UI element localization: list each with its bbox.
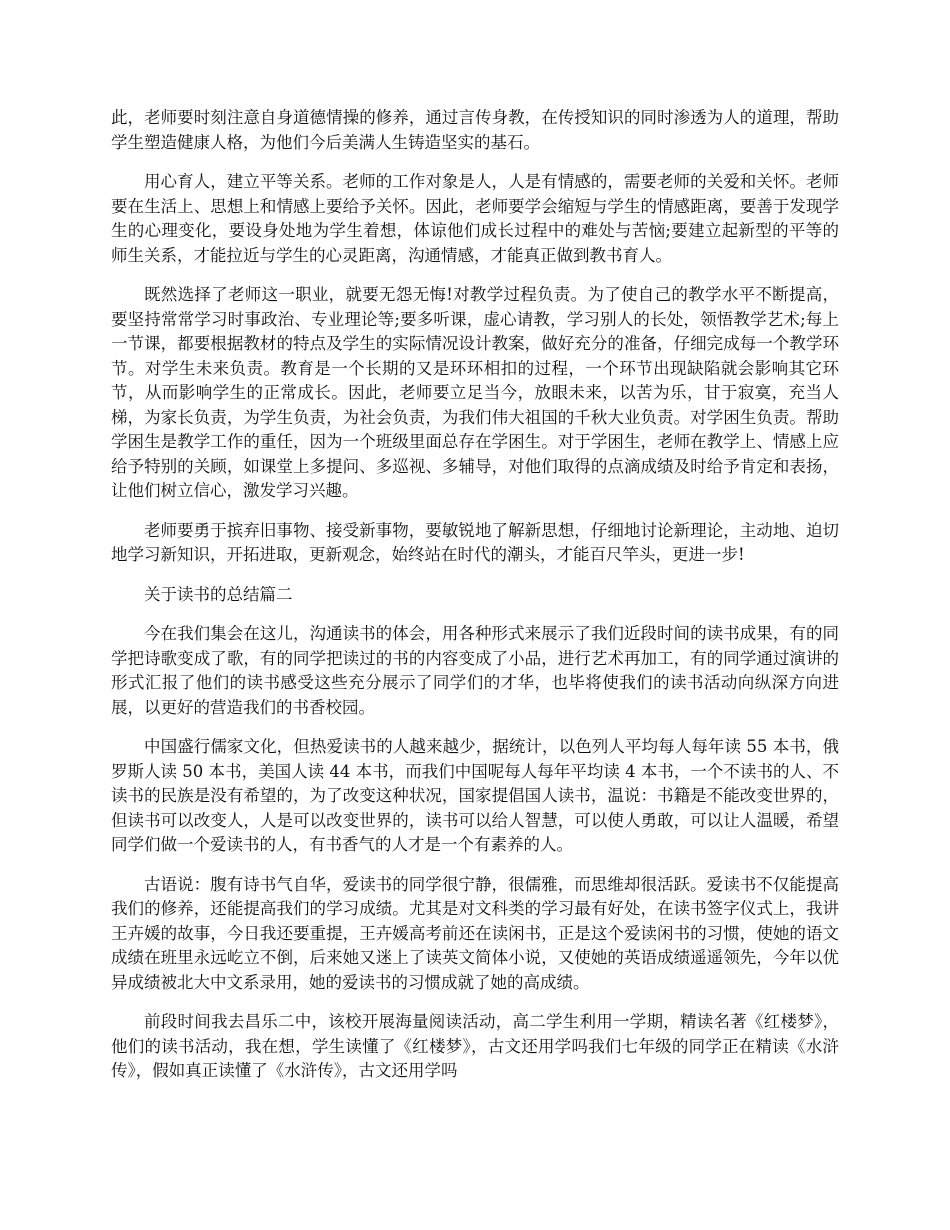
paragraph: 前段时间我去昌乐二中，该校开展海量阅读活动，高二学生利用一学期，精读名著《红楼梦》，他们的读书活动，我在想，学生读懂了《红楼梦》，古文还用学吗我们七年级的同学正在精读《水浒传》，假如真正读懂了《水浒传》，古文还用学吗 — [111, 1012, 839, 1080]
paragraph: 老师要勇于摈弃旧事物、接受新事物，要敏锐地了解新思想，仔细地讨论新理论，主动地、迫切地学习新知识，开拓进取，更新观念，始终站在时代的潮头，才能百尺竿头，更进一步! — [111, 520, 839, 564]
document-page — [111, 106, 839, 1099]
section-title: 关于读书的总结篇二 — [144, 584, 293, 604]
paragraph: 既然选择了老师这一职业，就要无怨无悔!对教学过程负责。为了使自己的教学水平不断提高，要坚持常常学习时事政治、专业理论等;要多听课，虚心请教，学习别人的长处，领悟教学艺术;每上一节课，都要根据教材的特点及学生的实际情况设计教案，做好充分的准备，仔细完成每一个教学环节。对学生未来负责。教育是一个长期的又是环环相扣的过程，一个环节出现缺陷就会影响其它环节，从而影响学生的正常成长。因此，老师要立足当今，放眼未来，以苦为乐，甘于寂寞，充当人梯，为家长负责，为学生负责，为社会负责，为我们伟大祖国的千秋大业负责。对学困生负责。帮助学困生是教学工作的重任，因为一个班级里面总存在学困生。对于学困生，老师在教学上、情感上应给予特别的关顾，如课堂上多提问、多巡视、多辅导，对他们取得的点滴成绩及时给予肯定和表扬，让他们树立信心，激发学习兴趣。 — [111, 285, 839, 500]
paragraph: 古语说：腹有诗书气自华，爱读书的同学很宁静，很儒雅，而思维却很活跃。爱读书不仅能提高我们的修养，还能提高我们的学习成绩。尤其是对文科类的学习最有好处，在读书签字仪式上，我讲王卉媛的故事，今日我还要重提，王卉媛高考前还在读闲书，正是这个爱读闲书的习惯，使她的语文成绩在班里永远屹立不倒，后来她又迷上了读英文简体小说，又使她的英语成绩遥遥领先，今年以优异成绩被北大中文系录用，她的爱读书的习惯成就了她的高成绩。 — [111, 874, 839, 992]
paragraph: 此，老师要时刻注意自身道德情操的修养，通过言传身教，在传授知识的同时渗透为人的道理，帮助学生塑造健康人格，为他们今后美满人生铸造坚实的基石。 — [111, 108, 839, 152]
paragraph: 中国盛行儒家文化，但热爱读书的人越来越少，据统计，以色列人平均每人每年读 55 本书，俄罗斯人读 50 本书，美国人读 44 本书，而我们中国呢每人每年平均读 4 本书，一个不读书的人、不读书的民族是没有希望的，为了改变这种状况，国家提倡国人读书，温说：书籍是不能改变世界的，但读书可以改变人，人是可以改变世界的，读书可以给人智慧，可以使人勇敢，可以让人温暖，希望同学们做一个爱读书的人，有书香气的人才是一个有素养的人。 — [111, 737, 839, 854]
paragraph: 用心育人，建立平等关系。老师的工作对象是人，人是有情感的，需要老师的关爱和关怀。老师要在生活上、思想上和情感上要给予关怀。因此，老师要学会缩短与学生的情感距离，要善于发现学生的心理变化，要设身处地为学生着想，体谅他们成长过程中的难处与苦恼;要建立起新型的平等的师生关系，才能拉近与学生的心灵距离，沟通情感，才能真正做到教书育人。 — [111, 172, 839, 265]
paragraph: 今在我们集会在这儿，沟通读书的体会，用各种形式来展示了我们近段时间的读书成果，有的同学把诗歌变成了歌，有的同学把读过的书的内容变成了小品，进行艺术再加工，有的同学通过演讲的形式汇报了他们的读书感受这些充分展示了同学们的才华，也毕将使我们的读书活动向纵深方向进展，以更好的营造我们的书香校园。 — [111, 624, 839, 717]
